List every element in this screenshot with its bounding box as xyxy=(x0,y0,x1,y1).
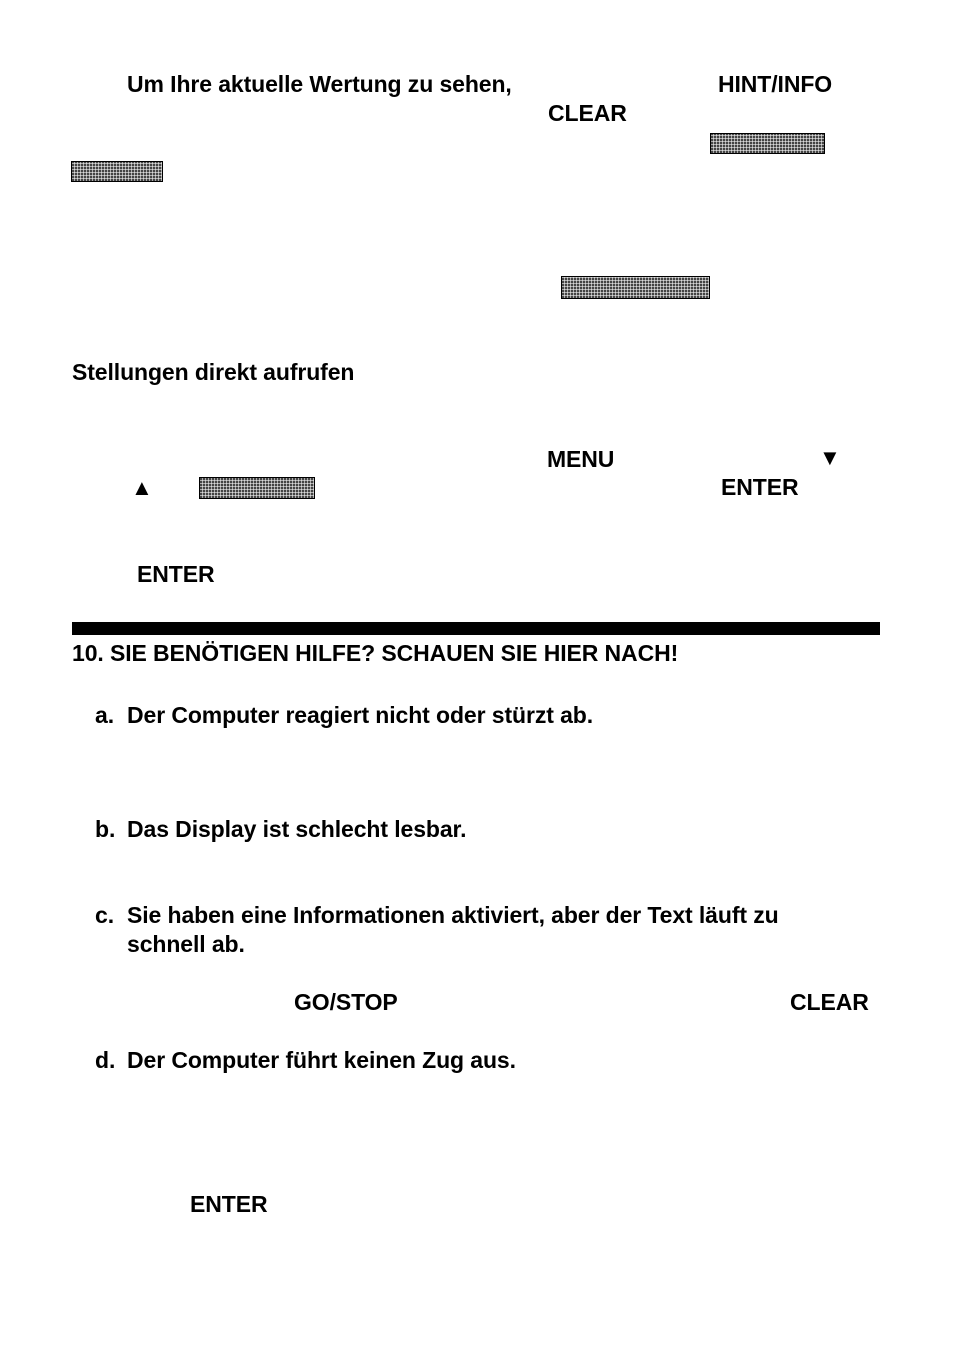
item-a-text: Der Computer reagiert nicht oder stürzt ab. xyxy=(127,702,593,728)
lcd-study-display xyxy=(200,478,314,498)
item-letter-c: c. xyxy=(95,902,114,928)
section-divider xyxy=(72,622,880,635)
item-letter-d: d. xyxy=(95,1047,116,1073)
enter-key-label: ENTER xyxy=(190,1191,268,1217)
item-b-text: Das Display ist schlecht lesbar. xyxy=(127,816,467,842)
menu-key-label: MENU xyxy=(547,446,615,472)
hint-info-key-label: HINT/INFO xyxy=(718,71,833,97)
item-letter-b: b. xyxy=(95,816,116,842)
enter-key-label: ENTER xyxy=(137,561,215,587)
lcd-checkmate-display-part2 xyxy=(72,162,162,181)
clear-key-label: CLEAR xyxy=(548,100,627,126)
clear-key-label: CLEAR xyxy=(790,989,869,1015)
item-c-text-line2: schnell ab. xyxy=(127,931,245,957)
help-section-heading: 10. SIE BENÖTIGEN HILFE? SCHAUEN SIE HIER NACH! xyxy=(72,640,679,666)
item-d-text: Der Computer führt keinen Zug aus. xyxy=(127,1047,516,1073)
down-arrow-icon: ▼ xyxy=(819,445,841,470)
go-stop-key-label: GO/STOP xyxy=(294,989,398,1015)
score-instruction-text: Um Ihre aktuelle Wertung zu sehen, xyxy=(127,71,512,97)
lcd-end-game-display xyxy=(562,277,709,298)
enter-key-label: ENTER xyxy=(721,474,799,500)
item-letter-a: a. xyxy=(95,702,114,728)
up-arrow-icon: ▲ xyxy=(131,475,153,500)
lcd-checkmate-display-part1 xyxy=(711,134,824,153)
positions-heading: Stellungen direkt aufrufen xyxy=(72,359,355,385)
item-c-text-line1: Sie haben eine Informationen aktiviert, aber der Text läuft zu xyxy=(127,902,779,928)
